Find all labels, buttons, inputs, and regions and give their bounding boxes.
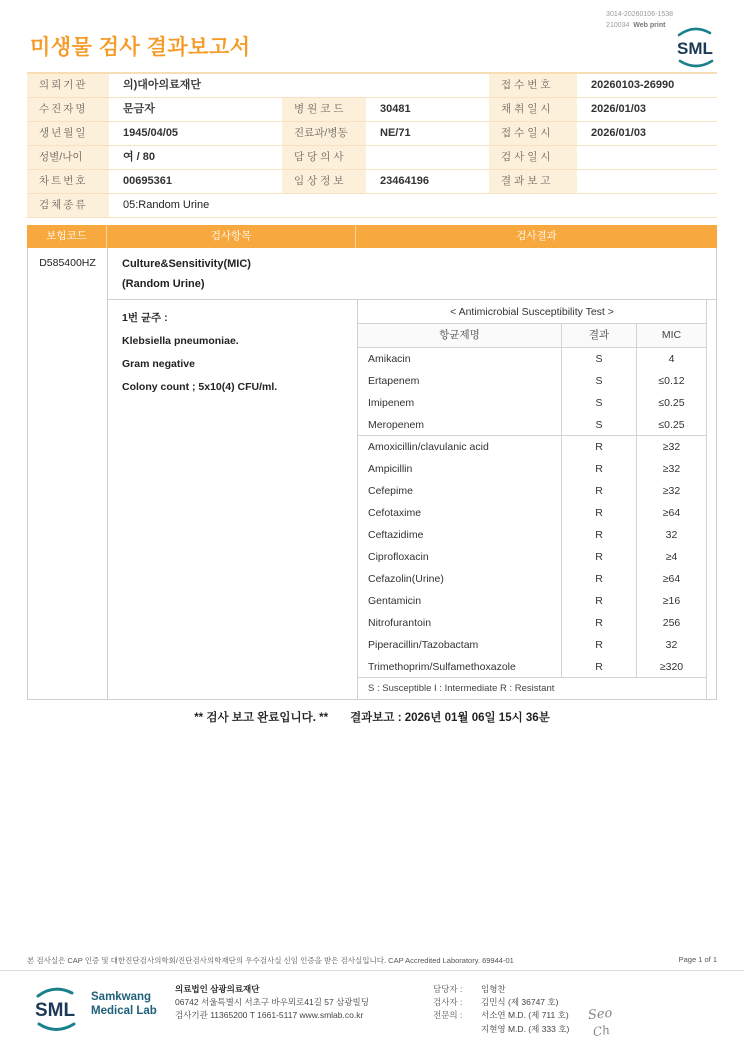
drug-mic: 32	[636, 524, 706, 546]
susceptibility-header	[358, 324, 706, 348]
drug-result: R	[561, 612, 636, 634]
sir-legend: S : Susceptible I : Intermediate R : Resistant	[368, 683, 555, 694]
drug-mic: ≥320	[636, 656, 706, 678]
certification-row	[27, 955, 717, 966]
result-table	[27, 225, 717, 700]
drug-result: R	[561, 568, 636, 590]
footer-logo-name: Samkwang Medical Lab	[91, 991, 157, 1018]
page-title: 미생물 검사 결과보고서	[30, 36, 251, 59]
susceptibility-row	[358, 524, 706, 546]
sml-logo-icon	[27, 984, 83, 1034]
drug-mic: 4	[636, 348, 706, 370]
drug-mic: ≥64	[636, 568, 706, 590]
drug-mic: ≥64	[636, 502, 706, 524]
drug-mic: ≤0.12	[636, 370, 706, 392]
print-code: 210034	[606, 21, 630, 29]
patient-info-table	[27, 74, 717, 218]
drug-result: S	[561, 414, 636, 436]
info-label: 임상정보	[282, 170, 366, 194]
info-label: 차트번호	[27, 170, 109, 194]
sml-logo-icon	[669, 25, 721, 74]
drug-result: R	[561, 480, 636, 502]
staff-name: 지현영 M.D. (제 333 호)	[481, 1023, 570, 1034]
staff-label: 검사자 :	[433, 997, 463, 1008]
col-test-item: 검사항목	[107, 225, 356, 248]
drug-mic: ≥16	[636, 590, 706, 612]
isolate-line: 1번 균주 :	[122, 312, 168, 324]
drug-mic: 32	[636, 634, 706, 656]
susceptibility-row	[358, 436, 706, 458]
print-info	[606, 10, 673, 31]
drug-mic: ≥32	[636, 436, 706, 458]
susceptibility-row	[358, 568, 706, 590]
print-number: 3014-20260106-1538	[606, 11, 673, 18]
drug-name: Cefotaxime	[368, 507, 422, 519]
org-registration: 검사기관 11365200 T 1661-5117 www.smlab.co.kr	[175, 1010, 364, 1021]
info-label: 생년월일	[27, 122, 109, 146]
susceptibility-row	[358, 414, 706, 436]
staff-name: 임형찬	[481, 984, 506, 994]
result-table-header	[27, 225, 717, 248]
patient-name-value: 문금자	[109, 98, 282, 122]
info-label: 성별/나이	[27, 146, 109, 170]
birth-date-value: 1945/04/05	[109, 122, 282, 146]
sex-age-value: 여 / 80	[109, 146, 282, 170]
svg-text:SML: SML	[677, 39, 713, 58]
susceptibility-table	[357, 300, 707, 699]
info-label: 검사일시	[489, 146, 577, 170]
info-label: 진료과/병동	[282, 122, 366, 146]
info-label: 결과보고	[489, 170, 577, 194]
susceptibility-row	[358, 546, 706, 568]
org-address: 06742 서울특별시 서초구 바우뫼로41길 57 삼광빌딩	[175, 997, 369, 1008]
drug-name: Meropenem	[368, 419, 425, 431]
susceptibility-row	[358, 612, 706, 634]
drug-mic: ≤0.25	[636, 414, 706, 436]
chart-no-value: 00695361	[109, 170, 282, 194]
drug-mic: 256	[636, 612, 706, 634]
drug-result: R	[561, 524, 636, 546]
drug-name: Ceftazidime	[368, 529, 424, 541]
footer	[27, 981, 717, 1040]
drug-name: Piperacillin/Tazobactam	[368, 639, 479, 651]
drug-name: Cefepime	[368, 485, 413, 497]
isolate-info	[108, 300, 357, 699]
signature-seo: Seo	[587, 1005, 614, 1024]
organism-name: Klebsiella pneumoniae.	[122, 335, 239, 347]
page-number: Page 1 of 1	[678, 955, 717, 964]
susceptibility-row	[358, 634, 706, 656]
susceptibility-row	[358, 348, 706, 370]
print-mode: Web print	[633, 21, 666, 29]
drug-result: S	[561, 392, 636, 414]
svg-text:SML: SML	[34, 1000, 76, 1021]
susceptibility-row	[358, 656, 706, 678]
test-datetime-value	[577, 146, 717, 170]
org-name: 의료법인 삼광의료재단	[175, 984, 260, 994]
drug-result: S	[561, 370, 636, 392]
staff-label: 전문의 :	[433, 1010, 463, 1021]
receipt-datetime-value: 2026/01/03	[577, 122, 717, 146]
drug-result: S	[561, 348, 636, 370]
drug-result: R	[561, 502, 636, 524]
test-name: Culture&Sensitivity(MIC)	[122, 258, 251, 270]
footer-org-block	[175, 981, 433, 1036]
info-label: 접수번호	[489, 74, 577, 98]
staff-name: 김민식 (제 36747 호)	[481, 997, 559, 1008]
collect-datetime-value: 2026/01/03	[577, 98, 717, 122]
drug-result: R	[561, 436, 636, 458]
col-mic: MIC	[636, 324, 706, 347]
footer-staff-block	[433, 981, 614, 1040]
info-label: 담당의사	[282, 146, 366, 170]
certification-text: 본 검사실은 CAP 인증 및 대한진단검사의학회/진단검사의학재단의 우수검사실 신임 인증을 받은 검사실입니다. CAP Accredited Laboratory. 69944-01	[27, 956, 514, 965]
info-label: 검체종류	[27, 194, 109, 218]
doctor-value	[366, 146, 489, 170]
drug-name: Amikacin	[368, 353, 411, 365]
susceptibility-title: < Antimicrobial Susceptibility Test >	[358, 300, 706, 324]
drug-result: R	[561, 590, 636, 612]
receipt-no-value: 20260103-26990	[577, 74, 717, 98]
susceptibility-row	[358, 502, 706, 524]
info-label: 의뢰기관	[27, 74, 109, 98]
specimen-value: 05:Random Urine	[109, 194, 717, 218]
susceptibility-row	[358, 370, 706, 392]
col-drug-name: 항균제명	[439, 329, 480, 341]
drug-name: Amoxicillin/clavulanic acid	[368, 441, 489, 453]
department-value: NE/71	[366, 122, 489, 146]
susceptibility-row	[358, 590, 706, 612]
drug-name: Ciprofloxacin	[368, 551, 429, 563]
drug-name: Gentamicin	[368, 595, 422, 607]
result-report-value	[577, 170, 717, 194]
signature-ch: Ch	[591, 1022, 611, 1040]
completion-text: ** 검사 보고 완료입니다. **	[194, 712, 329, 724]
requesting-org-value: 의)대아의료재단	[109, 74, 489, 98]
drug-name: Nitrofurantoin	[368, 617, 432, 629]
drug-result: R	[561, 656, 636, 678]
test-name-sub: (Random Urine)	[122, 278, 205, 290]
test-name-block	[108, 248, 716, 300]
drug-name: Ampicillin	[368, 463, 413, 475]
drug-name: Trimethoprim/Sulfamethoxazole	[368, 661, 516, 673]
drug-name: Cefazolin(Urine)	[368, 573, 444, 585]
hospital-code-value: 30481	[366, 98, 489, 122]
col-test-result: 검사결과	[516, 230, 557, 242]
insurance-code-value: D585400HZ	[28, 248, 108, 699]
footer-divider	[0, 970, 744, 971]
footer-logo	[27, 981, 175, 1036]
info-label: 접수일시	[489, 122, 577, 146]
staff-label: 담당자 :	[433, 984, 463, 994]
drug-mic: ≥32	[636, 480, 706, 502]
completion-line	[27, 709, 717, 725]
susceptibility-row	[358, 392, 706, 414]
result-table-body	[27, 248, 717, 700]
col-result: 결과	[561, 324, 636, 347]
drug-result: R	[561, 546, 636, 568]
info-label: 채취일시	[489, 98, 577, 122]
staff-name: 서소연 M.D. (제 711 호)	[481, 1010, 569, 1021]
clinical-info-value: 23464196	[366, 170, 489, 194]
colony-count: Colony count ; 5x10(4) CFU/ml.	[122, 381, 278, 393]
gram-stain: Gram negative	[122, 358, 195, 370]
report-header	[27, 0, 717, 74]
info-label: 수진자명	[27, 98, 109, 122]
drug-result: R	[561, 634, 636, 656]
col-insurance-code: 보험코드	[27, 225, 107, 248]
drug-name: Imipenem	[368, 397, 415, 409]
susceptibility-row	[358, 458, 706, 480]
info-label: 병원코드	[282, 98, 366, 122]
drug-mic: ≤0.25	[636, 392, 706, 414]
drug-mic: ≥4	[636, 546, 706, 568]
report-datetime: 결과보고 : 2026년 01월 06일 15시 36분	[350, 712, 550, 724]
drug-result: R	[561, 458, 636, 480]
drug-mic: ≥32	[636, 458, 706, 480]
drug-name: Ertapenem	[368, 375, 420, 387]
susceptibility-row	[358, 480, 706, 502]
